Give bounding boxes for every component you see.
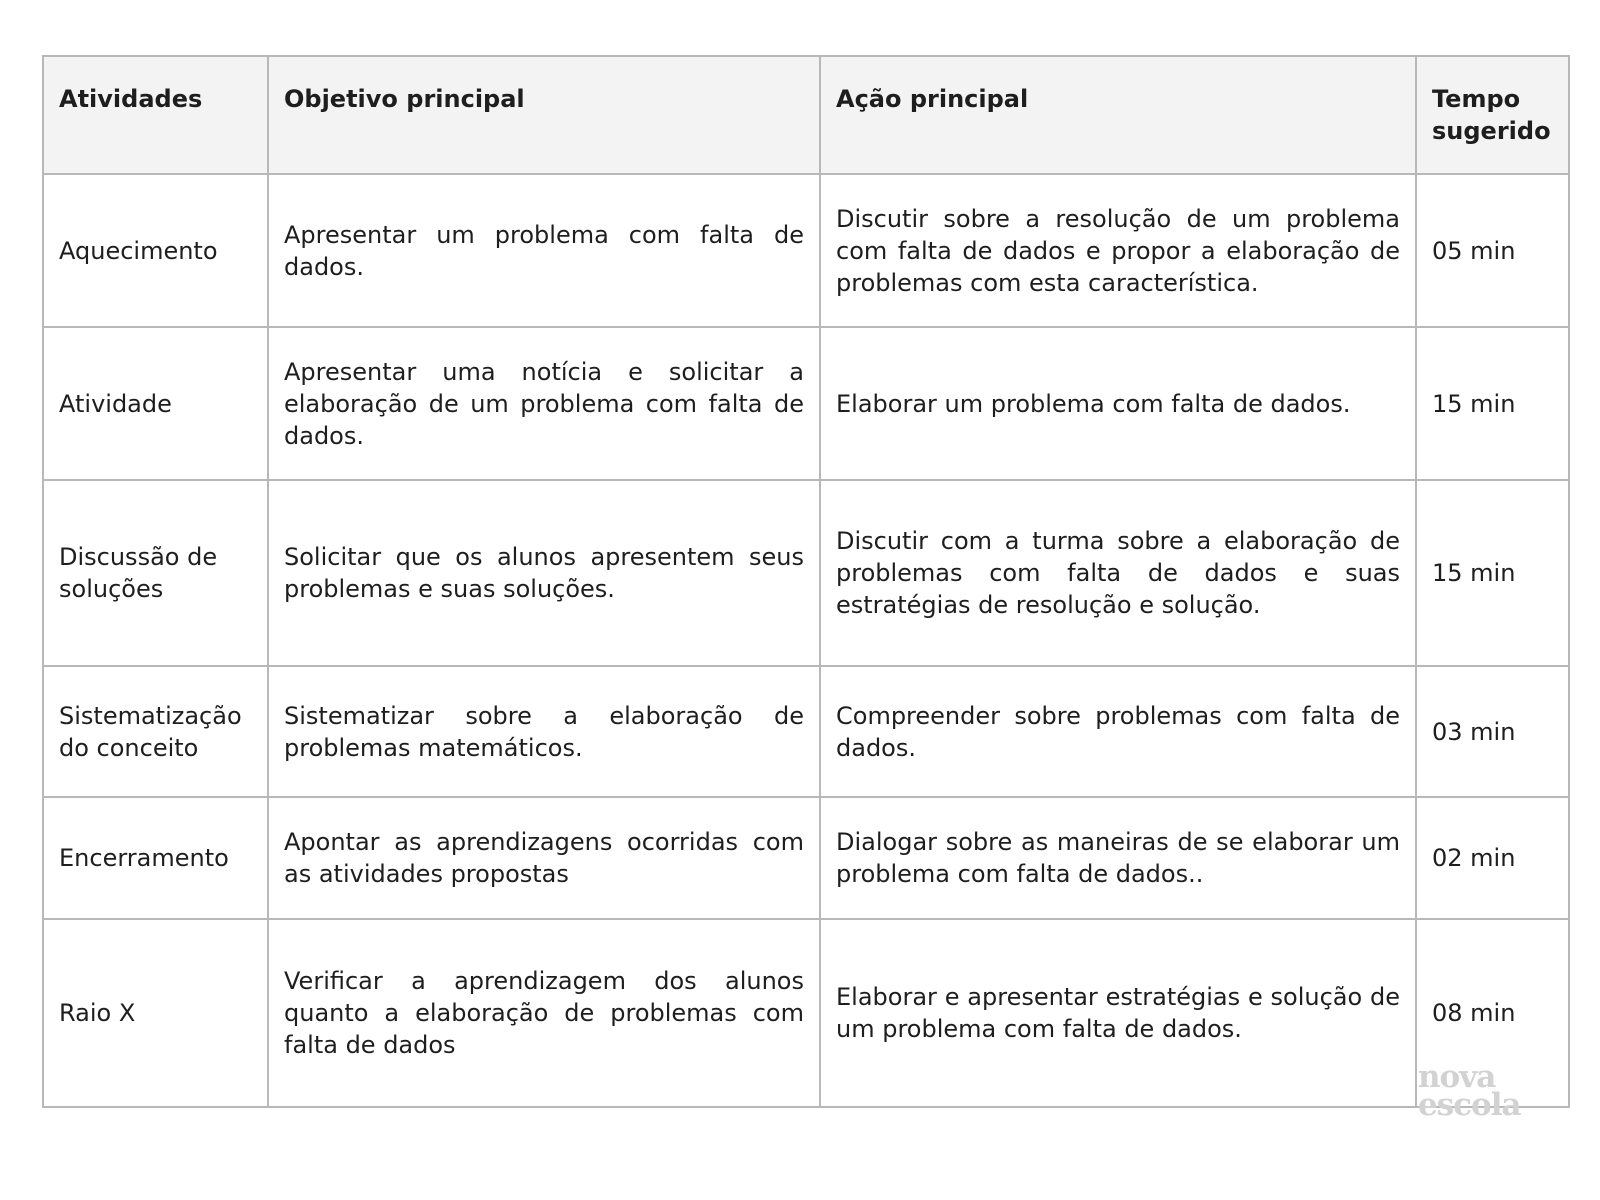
cell-objective: Solicitar que os alunos apresentem seus problemas e suas soluções. [268,480,820,666]
cell-action: Discutir sobre a resolução de um problema com falta de dados e propor a elaboração de problemas com esta característica. [820,174,1416,327]
table-row [43,327,1569,480]
cell-objective: Apontar as aprendizagens ocorridas com as atividades propostas [268,797,820,919]
cell-activity: Raio X [43,919,268,1107]
table-row [43,174,1569,327]
cell-objective: Apresentar uma notícia e solicitar a elaboração de um problema com falta de dados. [268,327,820,480]
header-objective: Objetivo principal [268,56,820,174]
header-time: Tempo sugerido [1416,56,1569,174]
cell-time: 02 min [1416,797,1569,919]
cell-action: Discutir com a turma sobre a elaboração de problemas com falta de dados e suas estratégias de resolução e solução. [820,480,1416,666]
logo-line-nova: nova [1418,1059,1496,1095]
cell-activity: Atividade [43,327,268,480]
cell-objective: Verificar a aprendizagem dos alunos quanto a elaboração de problemas com falta de dados [268,919,820,1107]
table-row [43,666,1569,797]
cell-objective: Apresentar um problema com falta de dados. [268,174,820,327]
cell-action: Elaborar um problema com falta de dados. [820,327,1416,480]
cell-activity: Discussão de soluções [43,480,268,666]
cell-time: 05 min [1416,174,1569,327]
cell-objective: Sistematizar sobre a elaboração de problemas matemáticos. [268,666,820,797]
cell-time: 15 min [1416,480,1569,666]
table-header-row [43,56,1569,174]
header-activities: Atividades [43,56,268,174]
cell-activity: Aquecimento [43,174,268,327]
header-action: Ação principal [820,56,1416,174]
table-row [43,797,1569,919]
table-row [43,919,1569,1107]
cell-time: 03 min [1416,666,1569,797]
cell-activity: Sistematização do conceito [43,666,268,797]
cell-action: Elaborar e apresentar estratégias e solução de um problema com falta de dados. [820,919,1416,1107]
lesson-plan-table [42,55,1570,1108]
nova-escola-logo [1418,1059,1538,1123]
cell-action: Dialogar sobre as maneiras de se elaborar um problema com falta de dados.. [820,797,1416,919]
logo-line-escola: escola [1418,1087,1521,1123]
cell-time: 08 min [1416,919,1569,1107]
cell-time: 15 min [1416,327,1569,480]
cell-action: Compreender sobre problemas com falta de dados. [820,666,1416,797]
cell-activity: Encerramento [43,797,268,919]
table-row [43,480,1569,666]
